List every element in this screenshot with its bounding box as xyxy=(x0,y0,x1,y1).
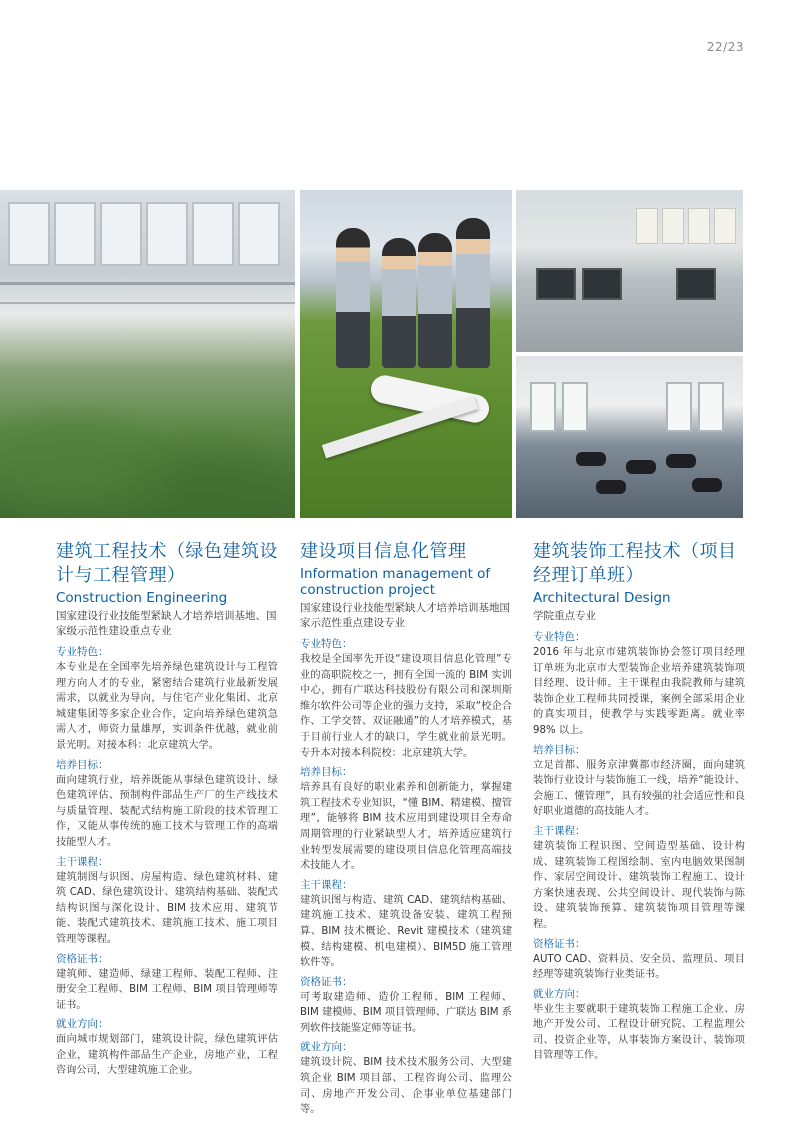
program-column-decoration xyxy=(533,540,745,1064)
person-shape xyxy=(456,218,490,368)
person-shape xyxy=(382,238,416,368)
section-heading: 主干课程： xyxy=(56,855,109,868)
section-heading: 资格证书： xyxy=(533,937,586,950)
drone-shape xyxy=(666,454,696,468)
section-text: 可考取建造师、造价工程师、BIM 工程师、BIM 建模师、BIM 项目管理师、广联达 BIM 系列软件技能鉴定师等证书。 xyxy=(300,991,512,1034)
section-text: 我校是全国率先开设“建设项目信息化管理”专业的高职院校之一，拥有全国一流的 BIM 实训中心，拥有广联达科技股份有限公司和深圳斯维尔软件公司等企业的强力支持，采取“校企合作、工学交替、双证融通”的人才培养模式，基于目前行业人才的缺口，学生就业前景光明。专升本对接本科院校：北京建筑大学。 xyxy=(300,654,512,759)
section-text: 建筑装饰工程识图、空间造型基础、设计构成、建筑装饰工程图绘制、室内电脑效果图制作、家居空间设计、建筑装饰工程施工、设计方案快速表现、公共空间设计、现代装饰与陈设、建筑装饰预算、建筑装饰项目管理等课程。 xyxy=(533,840,745,930)
program-title-zh: 建筑工程技术（绿色建筑设计与工程管理） xyxy=(56,541,278,586)
section-text: 建筑设计院、BIM 技术技术服务公司、大型建筑企业 BIM 项目部、工程咨询公司、监理公司、房地产开发公司、企事业单位基建部门等。 xyxy=(300,1057,512,1116)
photo-drone-students xyxy=(300,190,512,518)
section-text: 建筑识图与构造、建筑 CAD、建筑结构基础、建筑施工技术、建筑设备安装、建筑工程预算、BIM 技术概论、Revit 建模技术（建筑建模、结构建模、机电建模）、BIM5D 施工管理软件等。 xyxy=(300,894,512,969)
poster-shape xyxy=(688,208,710,244)
program-subtitle: 学院重点专业 xyxy=(533,610,596,622)
window-shape xyxy=(562,382,588,432)
drone-shape xyxy=(596,480,626,494)
section-heading: 就业方向： xyxy=(533,987,586,1000)
window-shape xyxy=(192,202,234,266)
section-heading: 培养目标： xyxy=(56,758,109,771)
monitor-shape xyxy=(582,268,622,300)
poster-shape xyxy=(714,208,736,244)
section-text: 培养具有良好的职业素养和创新能力，掌握建筑工程技术专业知识，“懂 BIM、精建模、擅管理”，能够将 BIM 技术应用到建设项目全寿命周期管理的行业紧缺型人才，培养适应建筑行业转型发展需要的建设项目信息化管理高端技术技能人才。 xyxy=(300,782,512,872)
railing-shape xyxy=(0,282,295,285)
page-number: 22/23 xyxy=(706,40,744,54)
program-title-en: Information management of construction project xyxy=(300,566,491,598)
section-text: 建筑师、建造师、绿建工程师、装配工程师、注册安全工程师、BIM 工程师、BIM 项目管理师等证书。 xyxy=(56,968,278,1011)
monitor-shape xyxy=(536,268,576,300)
section-text: AUTO CAD、资料员、安全员、监理员、项目经理等建筑装饰行业类证书。 xyxy=(533,953,745,981)
section-heading: 培养目标： xyxy=(533,743,586,756)
poster-shape xyxy=(636,208,658,244)
window-shape xyxy=(100,202,142,266)
person-shape xyxy=(418,233,452,368)
section-heading: 专业特色： xyxy=(533,631,586,643)
program-title-en: Construction Engineering xyxy=(56,590,228,606)
section-heading: 专业特色： xyxy=(56,646,109,658)
section-text: 面向建筑行业，培养既能从事绿色建筑设计、绿色建筑评估、预制构件部品生产厂的生产线技术与质量管理、装配式结构施工阶段的技术管理工作，又能从事传统的施工技术与管理工作的高端技能型人才。 xyxy=(56,774,278,848)
section-heading: 主干课程： xyxy=(533,824,586,837)
section-heading: 培养目标： xyxy=(300,766,353,779)
monitor-shape xyxy=(676,268,716,300)
photo-drone-hall xyxy=(516,356,743,518)
section-text: 建筑制图与识图、房屋构造、绿色建筑材料、建筑 CAD、绿色建筑设计、建筑结构基础、装配式结构识图与深化设计、BIM 技术应用、建筑节能、装配式建筑技术、建筑施工技术、施工项目管理等课程。 xyxy=(56,871,278,945)
person-shape xyxy=(336,228,370,368)
window-shape xyxy=(146,202,188,266)
section-heading: 就业方向： xyxy=(56,1018,109,1031)
program-column-construction xyxy=(56,540,278,1079)
program-title-en: Architectural Design xyxy=(533,590,671,606)
section-text: 2016 年与北京市建筑装饰协会签订项目经理订单班为北京市大型装饰企业培养建筑装饰项目经理、设计师。主干课程由我院教师与建筑装饰企业工程师共同授课，案例全部采用企业的真实项目，使教学与实践零距离。就业率 98% 以上。 xyxy=(533,647,745,736)
program-title-zh: 建设项目信息化管理 xyxy=(300,541,467,562)
window-shape xyxy=(54,202,96,266)
program-title-zh: 建筑装饰工程技术（项目经理订单班） xyxy=(533,541,737,586)
section-heading: 资格证书： xyxy=(300,975,353,988)
section-text: 立足首都、服务京津冀都市经济圈，面向建筑装饰行业设计与装饰施工一线，培养“能设计、会施工、懂管理”，具有较强的社会适应性和良好职业道德的高技能人才。 xyxy=(533,759,745,818)
drone-shape xyxy=(692,478,722,492)
window-shape xyxy=(8,202,50,266)
drone-shape xyxy=(576,452,606,466)
photo-green-building-model xyxy=(0,190,295,518)
section-heading: 就业方向： xyxy=(300,1041,353,1054)
section-heading: 主干课程： xyxy=(300,878,353,891)
program-subtitle: 国家建设行业技能型紧缺人才培养培训基地国家示范性重点建设专业 xyxy=(300,602,510,629)
section-text: 毕业生主要就职于建筑装饰工程施工企业、房地产开发公司、工程设计研究院、工程监理公司、投资企业等，从事装饰方案设计、装饰项目管理等工作。 xyxy=(533,1003,745,1062)
railing-shape xyxy=(0,302,295,304)
window-shape xyxy=(238,202,280,266)
window-shape xyxy=(698,382,724,432)
section-text: 本专业是在全国率先培养绿色建筑设计与工程管理方向人才的专业，紧密结合建筑行业最新发展需求，以就业为导向，与住宅产业化集团、北京城建集团等多家企业合作，定向培养绿色建筑急需人才，师资力量雄厚，实训条件优越，就业前景光明。对接本科：北京建筑大学。 xyxy=(56,662,278,751)
section-heading: 资格证书： xyxy=(56,952,109,965)
window-shape xyxy=(530,382,556,432)
photo-design-lab xyxy=(516,190,743,352)
window-shape xyxy=(666,382,692,432)
poster-shape xyxy=(662,208,684,244)
section-text: 面向城市规划部门，建筑设计院，绿色建筑评估企业，建筑构件部品生产企业，房地产业，工程咨询公司，大型建筑施工企业。 xyxy=(56,1034,278,1077)
drone-shape xyxy=(626,460,656,474)
section-heading: 专业特色： xyxy=(300,638,353,650)
program-column-bim xyxy=(300,540,512,1118)
program-subtitle: 国家建设行业技能型紧缺人才培养培训基地、国家级示范性建设重点专业 xyxy=(56,610,277,637)
